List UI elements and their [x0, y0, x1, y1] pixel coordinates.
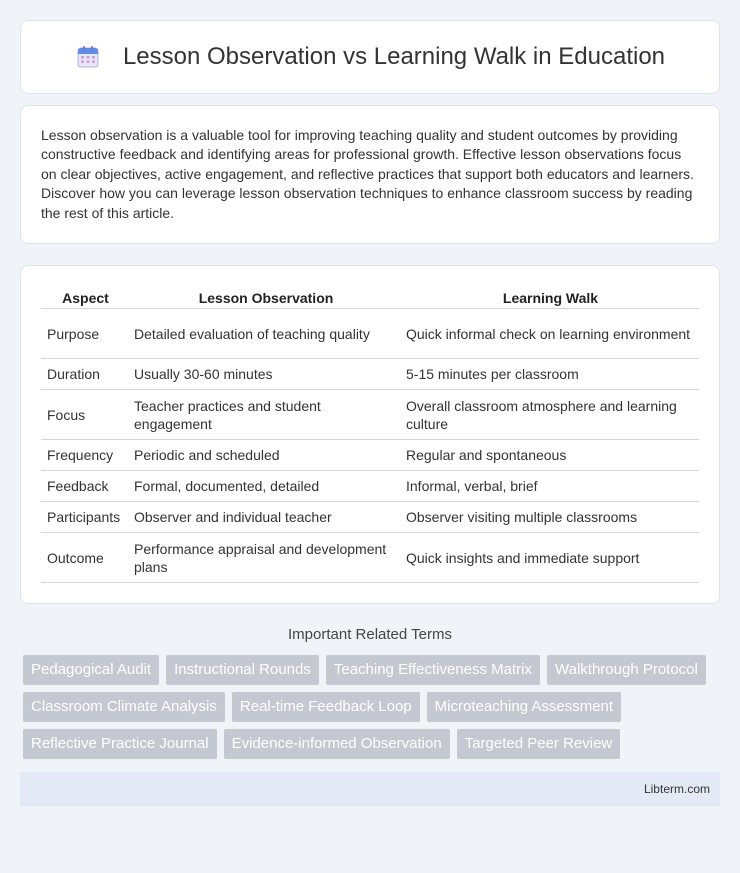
related-term-tag[interactable]: Targeted Peer Review — [457, 729, 621, 759]
footer-brand-link[interactable]: Libterm.com — [643, 782, 710, 797]
table-row — [41, 471, 699, 502]
cell-walk: Quick insights and immediate support — [402, 533, 699, 583]
table-row — [41, 309, 699, 359]
cell-aspect: Focus — [41, 390, 130, 440]
table-row — [41, 390, 699, 440]
intro-card — [20, 105, 720, 244]
related-term-tag[interactable]: Walkthrough Protocol — [547, 655, 706, 685]
cell-walk: Observer visiting multiple classrooms — [402, 502, 699, 533]
page-title: Lesson Observation vs Learning Walk in Education — [122, 43, 666, 70]
header-lesson-observation: Lesson Observation — [130, 286, 402, 309]
title-card — [20, 20, 720, 94]
comparison-table — [41, 286, 699, 583]
cell-walk: Informal, verbal, brief — [402, 471, 699, 502]
table-row — [41, 359, 699, 390]
comparison-card — [20, 265, 720, 604]
related-term-tag[interactable]: Classroom Climate Analysis — [23, 692, 225, 722]
cell-observation: Periodic and scheduled — [130, 440, 402, 471]
related-term-tag[interactable]: Evidence-informed Observation — [224, 729, 450, 759]
cell-observation: Observer and individual teacher — [130, 502, 402, 533]
header-learning-walk: Learning Walk — [402, 286, 699, 309]
cell-walk: Regular and spontaneous — [402, 440, 699, 471]
cell-walk: 5-15 minutes per classroom — [402, 359, 699, 390]
related-term-tag[interactable]: Pedagogical Audit — [23, 655, 159, 685]
cell-aspect: Participants — [41, 502, 130, 533]
cell-observation: Formal, documented, detailed — [130, 471, 402, 502]
table-row — [41, 502, 699, 533]
calendar-icon — [75, 44, 101, 70]
cell-observation: Performance appraisal and development plans — [130, 533, 402, 583]
related-term-tag[interactable]: Microteaching Assessment — [427, 692, 621, 722]
table-row — [41, 440, 699, 471]
cell-aspect: Duration — [41, 359, 130, 390]
cell-walk: Quick informal check on learning environment — [402, 309, 699, 359]
cell-aspect: Purpose — [41, 309, 130, 359]
cell-walk: Overall classroom atmosphere and learning culture — [402, 390, 699, 440]
table-row — [41, 533, 699, 583]
related-term-tag[interactable]: Real-time Feedback Loop — [232, 692, 420, 722]
related-terms-heading: Important Related Terms — [288, 626, 452, 644]
cell-observation: Teacher practices and student engagement — [130, 390, 402, 440]
header-aspect: Aspect — [41, 286, 130, 309]
related-term-tag[interactable]: Reflective Practice Journal — [23, 729, 217, 759]
intro-text: Lesson observation is a valuable tool for improving teaching quality and student outcomes by providing constructive feedback and identifying areas for professional growth. Effective lesson observations focus on clear objectives, active engagement, and reflective practices that support both educators and learners. Discover how you can leverage lesson observation techniques to enhance classroom success by reading the rest of this article. — [41, 127, 694, 221]
cell-observation: Detailed evaluation of teaching quality — [130, 309, 402, 359]
footer — [20, 772, 720, 806]
cell-aspect: Frequency — [41, 440, 130, 471]
related-term-tag[interactable]: Instructional Rounds — [166, 655, 319, 685]
cell-aspect: Feedback — [41, 471, 130, 502]
table-header-row — [41, 286, 699, 309]
cell-aspect: Outcome — [41, 533, 130, 583]
cell-observation: Usually 30-60 minutes — [130, 359, 402, 390]
related-term-tag[interactable]: Teaching Effectiveness Matrix — [326, 655, 540, 685]
related-terms-list — [20, 655, 720, 759]
